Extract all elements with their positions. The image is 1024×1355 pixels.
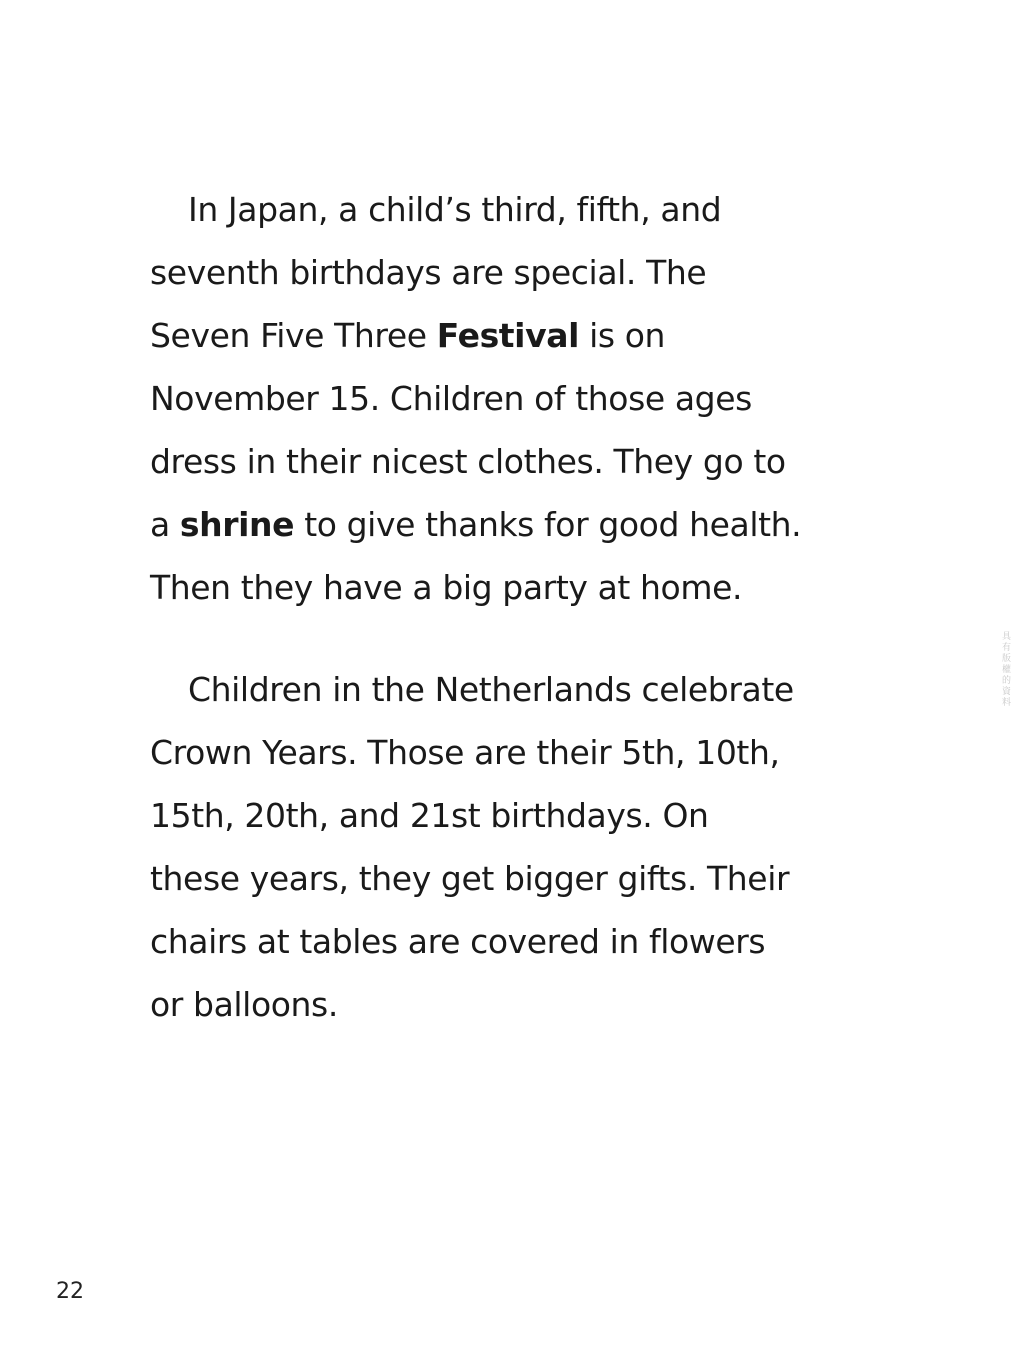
text-run: is on (579, 316, 666, 355)
text-line (150, 304, 850, 367)
text-line (150, 493, 850, 556)
text-line: or balloons. (150, 985, 338, 1024)
glossary-term-shrine: shrine (179, 505, 295, 544)
page-number: 22 (56, 1279, 84, 1304)
paragraph-japan (150, 178, 850, 619)
text-run: a (150, 505, 180, 544)
text-line: November 15. Children of those ages (150, 379, 752, 418)
text-line: Crown Years. Those are their 5th, 10th, (150, 733, 780, 772)
text-run: Seven Five Three (150, 316, 437, 355)
text-line: 15th, 20th, and 21st birthdays. On (150, 796, 709, 835)
text-line: seventh birthdays are special. The (150, 253, 707, 292)
text-run: to give thanks for good health. (294, 505, 802, 544)
text-line: dress in their nicest clothes. They go to (150, 442, 786, 481)
page-body (150, 178, 850, 1036)
text-line: chairs at tables are covered in flowers (150, 922, 766, 961)
copyright-watermark: 具有版權的資料 (1002, 632, 1012, 708)
text-line: In Japan, a child’s third, fifth, and (188, 190, 722, 229)
text-line: Then they have a big party at home. (150, 568, 743, 607)
text-line: Children in the Netherlands celebrate (188, 670, 794, 709)
glossary-term-festival: Festival (436, 316, 579, 355)
text-line: these years, they get bigger gifts. Their (150, 859, 790, 898)
paragraph-spacer (150, 619, 850, 658)
paragraph-netherlands (150, 658, 850, 1036)
